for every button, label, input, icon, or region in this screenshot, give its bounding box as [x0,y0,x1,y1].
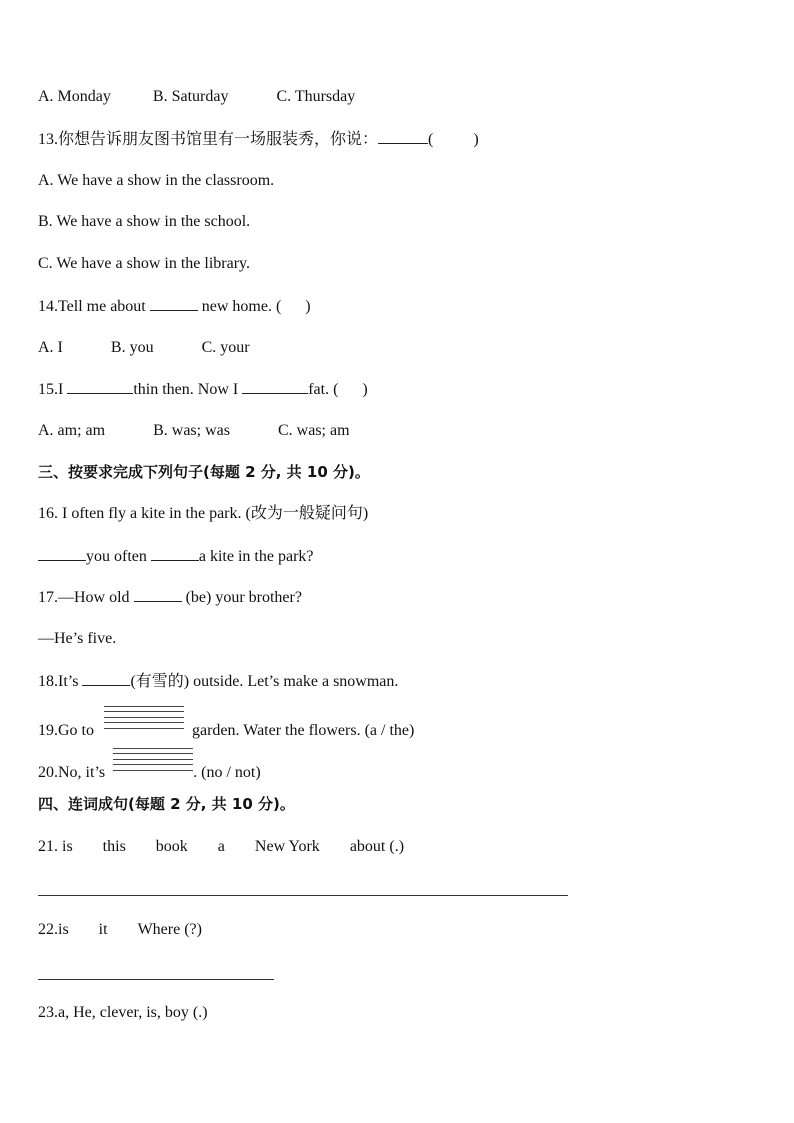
q15-stem [38,379,368,400]
q14-post: new home. ( ) [201,298,311,315]
q18-pre: 18.It’s [38,673,79,690]
q14-option-c: C. your [201,339,250,356]
q21-word: a [217,838,225,855]
q17-stem [38,587,302,608]
q13-stem [38,129,479,150]
q14-option-b: B. you [110,339,154,356]
q13-option-a: A. We have a show in the classroom. [38,172,275,189]
q20-pre: 20.No, it’s [38,764,106,781]
q18-post: (有雪的) outside. Let’s make a snowman. [130,673,399,690]
q15-blank-2[interactable] [242,379,308,394]
q21-word: New York [254,838,320,855]
q13-option-c: C. We have a show in the library. [38,255,250,272]
q17-answer: —He’s five. [38,630,117,647]
q14-blank[interactable] [150,296,198,311]
q15-options [38,421,350,441]
q22-word: it [98,921,108,938]
section-3-heading: 三、按要求完成下列句子(每题 2 分, 共 10 分)。 [38,463,370,481]
q21-word: this [102,838,126,855]
q16-blank-2[interactable] [151,546,199,561]
q21-word: 21. is [38,838,73,855]
q19-blank[interactable] [104,717,184,739]
q20-stem [38,759,261,783]
q14-pre: 14.Tell me about [38,298,146,315]
q22-word: 22.is [38,921,69,938]
q16-blank-1[interactable] [38,546,86,561]
q14-options [38,338,250,358]
q16-stem: 16. I often fly a kite in the park. (改为一般疑问句) [38,505,369,522]
q19-pre: 19.Go to [38,722,94,739]
q15-pre: 15.I [38,381,64,398]
q19-post: garden. Water the flowers. (a / the) [192,722,415,739]
q21-answer-line[interactable] [38,895,568,896]
q15-option-a: A. am; am [38,422,106,439]
q13-option-b: B. We have a show in the school. [38,213,251,230]
q13-blank[interactable] [378,129,428,144]
q17-post: (be) your brother? [185,589,302,606]
q15-blank-1[interactable] [67,379,133,394]
q21-word: about (.) [349,838,405,855]
q15-post: fat. ( ) [308,381,368,398]
q14-option-a: A. I [38,339,63,356]
q22-words [38,920,202,940]
q20-post: . (no / not) [193,764,261,781]
q16-answer [38,546,314,567]
q17-blank[interactable] [134,587,182,602]
q19-stem [38,717,414,741]
q15-mid: thin then. Now I [133,381,239,398]
q20-blank[interactable] [113,759,193,781]
q22-answer-line[interactable] [38,979,274,980]
q22-word: Where (?) [137,921,202,938]
q21-word: book [155,838,188,855]
q15-option-b: B. was; was [153,422,230,439]
q12-options [38,87,355,107]
q16-post: a kite in the park? [198,548,314,565]
q12-option-a: A. Monday [38,88,111,105]
q23-words: 23.a, He, clever, is, boy (.) [38,1004,208,1021]
q18-blank[interactable] [82,671,130,686]
q17-pre: 17.—How old [38,589,130,606]
q18-stem [38,671,398,692]
q16-mid: you often [86,548,147,565]
q21-words [38,837,404,857]
q14-stem [38,296,311,317]
q13-text: 13.你想告诉朋友图书馆里有一场服装秀，你说： [38,131,379,148]
section-4-heading: 四、连词成句(每题 2 分, 共 10 分)。 [38,795,295,813]
q15-option-c: C. was; am [277,422,350,439]
q12-option-c: C. Thursday [276,88,356,105]
q13-paren: ( ) [428,131,479,148]
q12-option-b: B. Saturday [152,88,229,105]
